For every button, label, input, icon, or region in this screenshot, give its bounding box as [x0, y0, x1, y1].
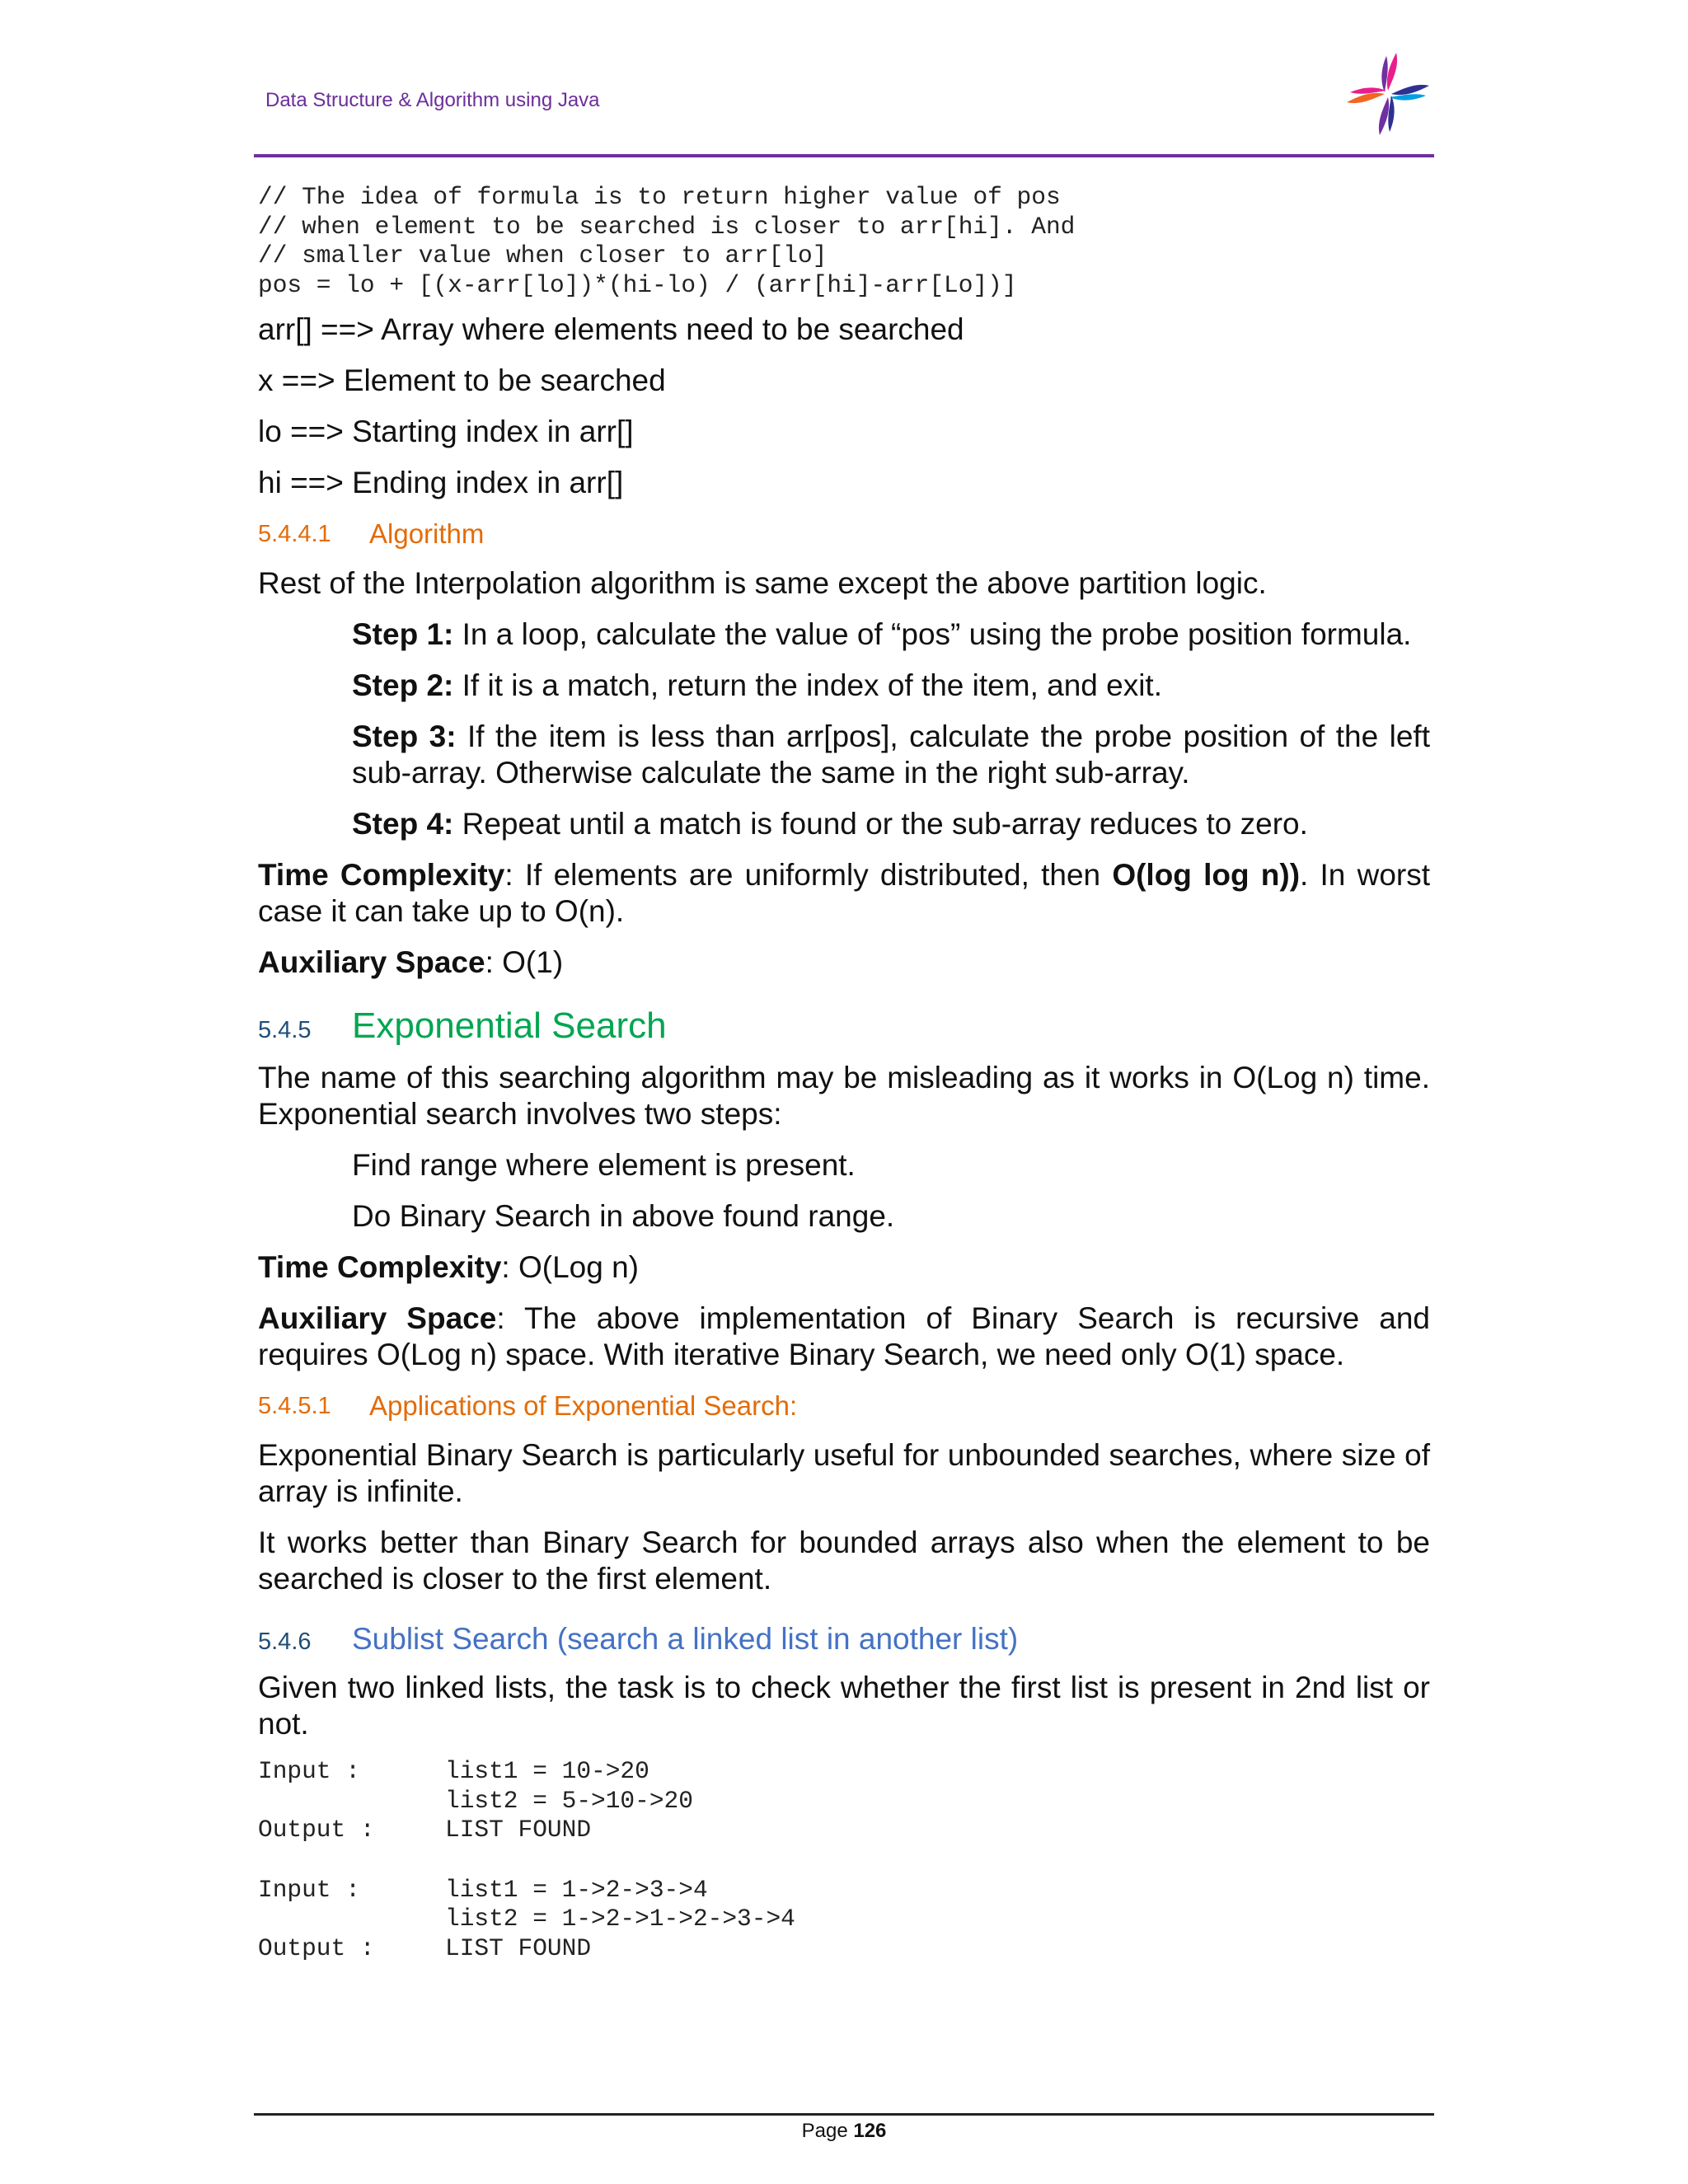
- applications-heading: [258, 1388, 1430, 1424]
- page-number: [0, 2120, 1688, 2143]
- exponential-search-heading: [258, 1005, 1430, 1047]
- step-label: Step 1:: [352, 617, 454, 651]
- exponential-step: Do Binary Search in above found range.: [352, 1199, 895, 1233]
- step-text: If it is a match, return the index of the item, and exit.: [453, 668, 1162, 702]
- exponential-step: Find range where element is present.: [352, 1148, 856, 1182]
- definition-line: hi ==> Ending index in arr[]: [258, 466, 624, 499]
- output-value: LIST FOUND: [445, 1933, 592, 1962]
- code-line: pos = lo + [(x-arr[lo])*(hi-lo) / (arr[hi]-arr[Lo])]: [258, 270, 1017, 299]
- time-complexity-text: : O(Log n): [501, 1250, 639, 1284]
- output-label: Output :: [258, 1816, 375, 1844]
- step-label: Step 2:: [352, 668, 454, 702]
- list2-value: list2 = 1->2->1->2->3->4: [445, 1905, 795, 1933]
- sublist-search-heading: [258, 1622, 1430, 1657]
- section-title: Sublist Search (search a linked list in another list): [352, 1622, 1019, 1656]
- time-complexity-label: Time Complexity: [258, 858, 505, 892]
- section-title: Applications of Exponential Search:: [369, 1390, 798, 1421]
- header-title: Data Structure & Algorithm using Java: [265, 89, 600, 111]
- auxiliary-space-text: : The above implementation of Binary Search is recursive and requires O(Log n) space. With iterative Binary Search, we need only O(1) space.: [258, 1301, 1430, 1371]
- section-number: 5.4.5.1: [258, 1393, 331, 1419]
- algorithm-step: [352, 616, 1430, 653]
- algorithm-step: [352, 719, 1430, 791]
- list1-value: list1 = 10->20: [445, 1757, 649, 1785]
- auxiliary-space: [258, 1301, 1430, 1373]
- header-rule: [254, 154, 1434, 157]
- section-number: 5.4.5: [258, 1017, 312, 1043]
- algorithm-intro: Rest of the Interpolation algorithm is same except the above partition logic.: [258, 566, 1267, 600]
- list2-value: list2 = 5->10->20: [445, 1786, 693, 1815]
- pinwheel-logo-icon: [1342, 51, 1434, 137]
- output-value: LIST FOUND: [445, 1816, 592, 1844]
- auxiliary-space-label: Auxiliary Space: [258, 945, 485, 979]
- input-label: Input :: [258, 1757, 360, 1785]
- step-label: Step 3:: [352, 719, 457, 753]
- definition-line: lo ==> Starting index in arr[]: [258, 415, 634, 448]
- time-complexity: [258, 1249, 1430, 1286]
- example-block: [258, 1876, 1430, 1964]
- list1-value: list1 = 1->2->3->4: [445, 1875, 708, 1904]
- page-number-value: 126: [853, 2120, 887, 2142]
- algorithm-step: [352, 806, 1430, 842]
- applications-paragraph: It works better than Binary Search for bounded arrays also when the element to be searched is closer to the first element.: [258, 1526, 1430, 1596]
- time-complexity-text: : If elements are uniformly distributed, then: [504, 858, 1113, 892]
- time-complexity-text: . In worst case it can take up to O(n).: [258, 858, 1430, 928]
- code-line: // when element to be searched is closer to arr[hi]. And: [258, 212, 1076, 241]
- algorithm-heading: [258, 516, 1430, 552]
- step-text: If the item is less than arr[pos], calculate the probe position of the left sub-array. Otherwise calculate the same in the right sub-array.: [352, 719, 1430, 790]
- input-label: Input :: [258, 1875, 360, 1904]
- output-label: Output :: [258, 1933, 375, 1962]
- auxiliary-space-text: : O(1): [485, 945, 564, 979]
- auxiliary-space-label: Auxiliary Space: [258, 1301, 497, 1335]
- example-block: [258, 1757, 1430, 1845]
- section-title: Algorithm: [369, 518, 485, 549]
- time-complexity: [258, 857, 1430, 930]
- auxiliary-space: [258, 944, 1430, 981]
- formula-code-block: [258, 183, 1430, 300]
- step-text: Repeat until a match is found or the sub-array reduces to zero.: [453, 807, 1308, 841]
- page-content: [258, 183, 1430, 1963]
- sublist-intro: Given two linked lists, the task is to check whether the first list is present in 2nd list or not.: [258, 1671, 1430, 1741]
- code-line: // The idea of formula is to return higher value of pos: [258, 183, 1061, 211]
- code-line: // smaller value when closer to arr[lo]: [258, 241, 828, 269]
- step-label: Step 4:: [352, 807, 454, 841]
- footer-rule: [254, 2113, 1434, 2116]
- section-title: Exponential Search: [352, 1005, 667, 1046]
- algorithm-step: [352, 668, 1430, 704]
- section-number: 5.4.6: [258, 1629, 312, 1655]
- definition-line: x ==> Element to be searched: [258, 363, 666, 397]
- page-label: Page: [801, 2120, 848, 2142]
- applications-paragraph: Exponential Binary Search is particularly useful for unbounded searches, where size of array is infinite.: [258, 1438, 1430, 1508]
- time-complexity-value: O(log log n)): [1112, 858, 1301, 892]
- step-text: In a loop, calculate the value of “pos” using the probe position formula.: [453, 617, 1412, 651]
- section-number: 5.4.4.1: [258, 521, 331, 547]
- definition-line: arr[] ==> Array where elements need to be searched: [258, 312, 964, 346]
- time-complexity-label: Time Complexity: [258, 1250, 502, 1284]
- exponential-intro: The name of this searching algorithm may be misleading as it works in O(Log n) time. Exponential search involves two steps:: [258, 1061, 1430, 1131]
